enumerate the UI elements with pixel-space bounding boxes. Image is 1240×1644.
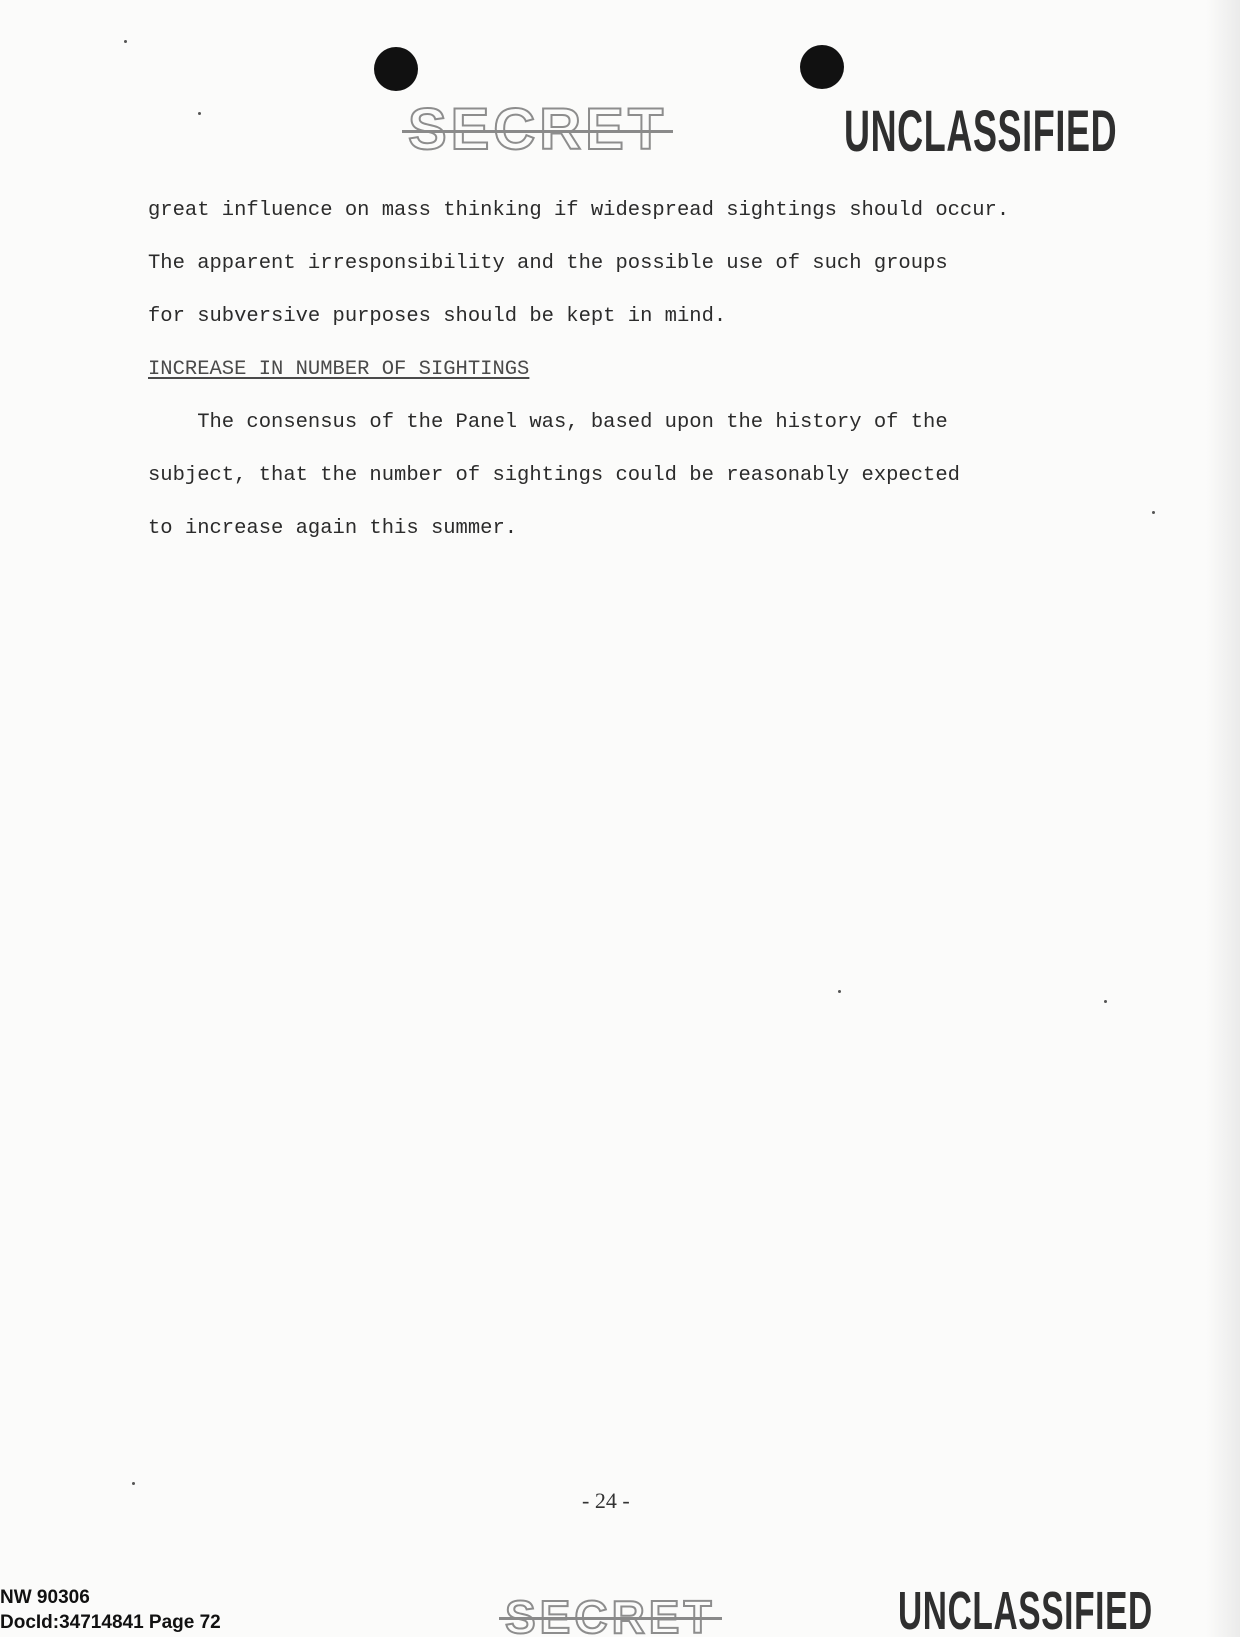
scan-speck (198, 112, 201, 115)
page-number: - 24 - (582, 1488, 630, 1513)
record-number: NW 90306 (0, 1587, 90, 1608)
scan-speck (1104, 1000, 1107, 1003)
scan-speck (1152, 511, 1155, 514)
paragraph-line: subject, that the number of sightings could be reasonably expected (148, 464, 960, 487)
scan-speck (838, 990, 841, 993)
paragraph-line: to increase again this summer. (148, 517, 518, 540)
paragraph-line: The consensus of the Panel was, based upon the history of the (148, 411, 948, 434)
scan-edge-shadow (1206, 0, 1240, 1637)
section-heading: INCREASE IN NUMBER OF SIGHTINGS (148, 358, 530, 381)
header-secret-stamp: SECRET (408, 97, 668, 162)
doc-id: DocId:34714841 Page 72 (0, 1612, 221, 1633)
footer-secret-stamp: SECRET (505, 1591, 716, 1643)
footer-unclassified-stamp: UNCLASSIFIED (898, 1581, 1153, 1641)
body-line: for subversive purposes should be kept in mind. (148, 305, 727, 328)
punch-hole-right (800, 45, 844, 89)
body-line: The apparent irresponsibility and the possible use of such groups (148, 252, 948, 275)
header-unclassified-stamp: UNCLASSIFIED (844, 99, 1118, 164)
scan-speck (132, 1482, 135, 1485)
scan-speck (124, 40, 127, 43)
punch-hole-left (374, 47, 418, 91)
document-body (148, 184, 1048, 555)
body-line: great influence on mass thinking if widespread sightings should occur. (148, 199, 1010, 222)
